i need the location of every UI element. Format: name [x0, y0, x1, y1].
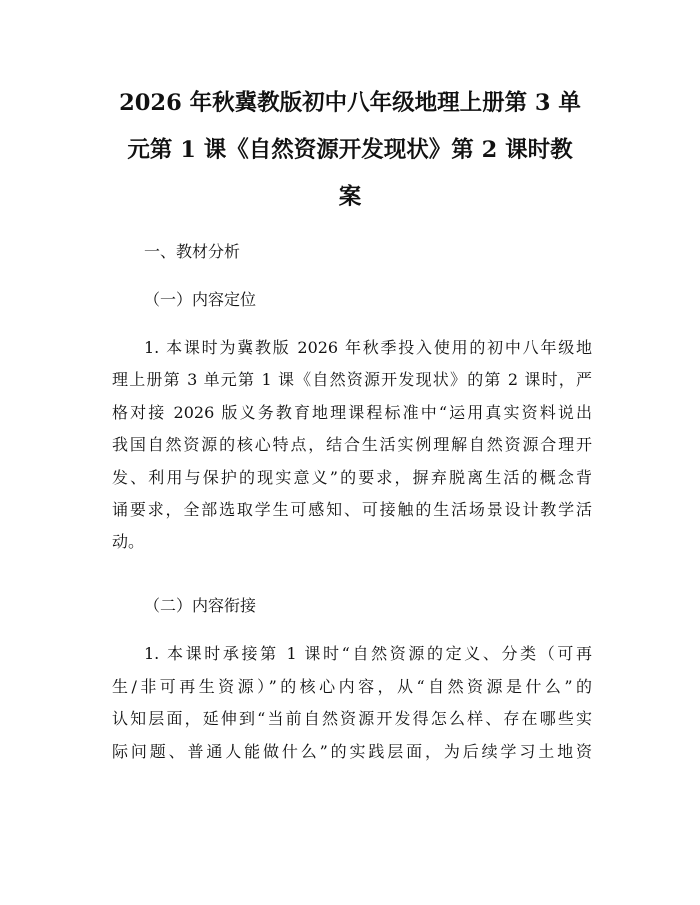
paragraph-1-line-7: 动。 — [112, 532, 145, 551]
paragraph-1-line-2: 理上册第 3 单元第 1 课《自然资源开发现状》的第 2 课时，严 — [112, 370, 592, 389]
paragraph-1-line-3: 格对接 2026 版义务教育地理课程标准中“运用真实资料说出 — [112, 403, 592, 422]
paragraph-1-line-1: 1. 本课时为冀教版 2026 年秋季投入使用的初中八年级地 — [144, 338, 592, 357]
paragraph-1-line-4: 我国自然资源的核心特点，结合生活实例理解自然资源合理开 — [112, 435, 592, 454]
document-title-line-2: 元第 1 课《自然资源开发现状》第 2 课时教 — [127, 137, 573, 163]
subsection-heading-content-positioning: （一）内容定位 — [144, 290, 257, 309]
paragraph-2-line-3: 认知层面，延伸到“当前自然资源开发得怎么样、存在哪些实 — [112, 709, 592, 728]
document-title-line-1: 2026 年秋冀教版初中八年级地理上册第 3 单 — [119, 90, 581, 116]
document-title-line-3: 案 — [338, 184, 362, 210]
paragraph-1-line-5: 发、利用与保护的现实意义”的要求，摒弃脱离生活的概念背 — [112, 468, 592, 487]
subsection-heading-content-connection: （二）内容衔接 — [144, 596, 257, 615]
paragraph-2-line-1: 1. 本课时承接第 1 课时“自然资源的定义、分类（可再 — [144, 644, 592, 663]
section-heading-materials-analysis: 一、教材分析 — [144, 242, 241, 261]
paragraph-2-line-4: 际问题、普通人能做什么”的实践层面，为后续学习土地资 — [112, 742, 592, 761]
paragraph-2-line-2: 生/非可再生资源）”的核心内容，从“自然资源是什么”的 — [112, 677, 592, 696]
paragraph-1-line-6: 诵要求，全部选取学生可感知、可接触的生活场景设计教学活 — [112, 500, 592, 519]
